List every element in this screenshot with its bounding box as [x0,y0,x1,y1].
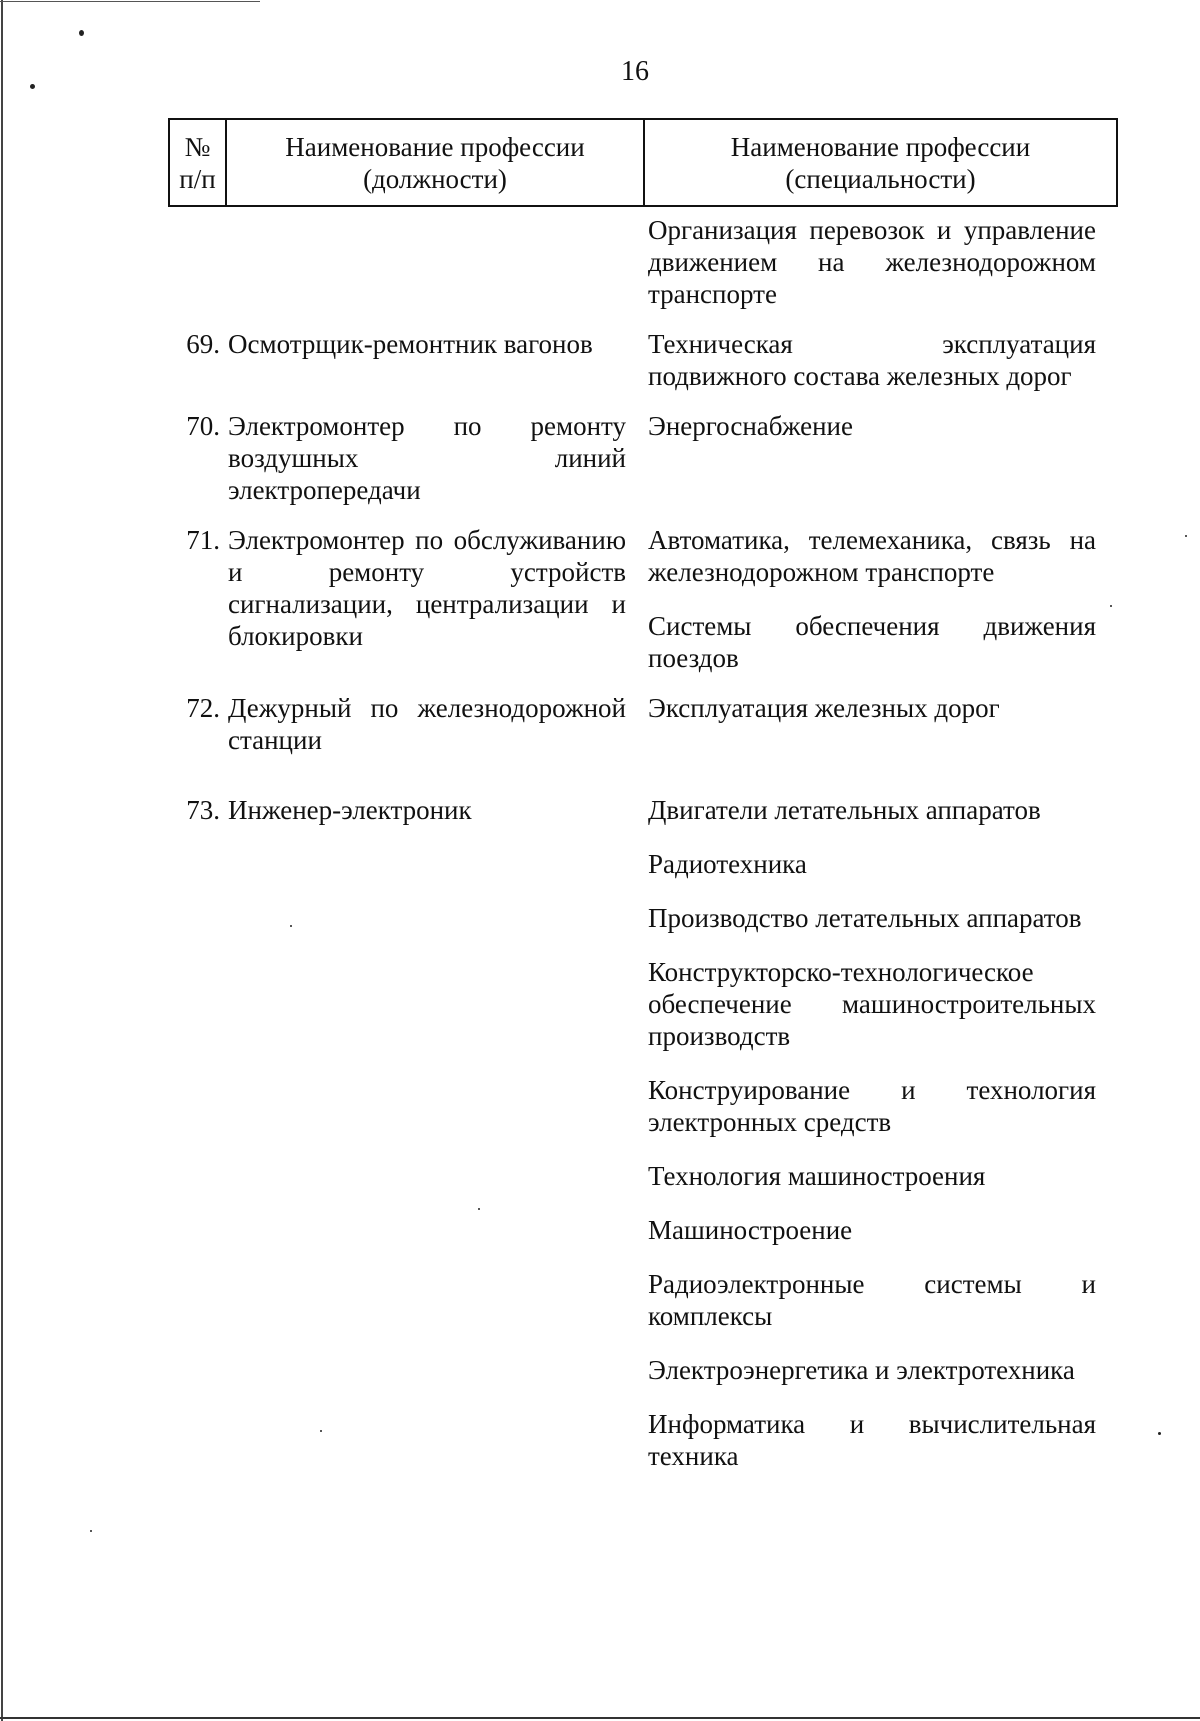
specialty-item: Двигатели летательных аппаратов [648,795,1041,825]
scan-bottom-edge [0,1717,1200,1719]
specialty-item: Электроэнергетика и электротехника [648,1355,1075,1385]
row-number [168,214,228,310]
specialty-item: Производство летательных аппаратов [648,903,1082,933]
header-specialty-column: Наименование профессии (специальности) [730,131,1031,194]
scan-speck [1110,605,1112,607]
specialty-item: Организация перевозок и управление движением на железнодорожном транспорте [648,215,1096,309]
scan-speck [79,30,84,36]
specialty-item: Конструкторско-технологическое обеспечение машиностроительных производств [648,957,1096,1051]
page-number: 16 [621,56,649,87]
table-row [168,692,1118,756]
row-position: Инженер-электроник [228,795,472,825]
specialty-item: Информатика и вычислительная техника [648,1409,1096,1471]
table-body [168,214,1118,1472]
row-specialties [648,794,1096,1472]
row-number: 69. [186,329,220,359]
row-position: Электромонтер по ремонту воздушных линий электропередачи [228,411,626,505]
row-number: 70. [186,411,220,441]
row-specialties [648,328,1096,392]
scan-speck [1158,1432,1161,1435]
table-row [168,328,1118,392]
specialty-item: Радиоэлектронные системы и комплексы [648,1269,1096,1331]
row-specialties [648,214,1096,310]
table-row [168,524,1118,674]
row-specialties [648,692,1096,756]
row-number: 71. [186,525,220,555]
scan-speck [320,1430,322,1432]
specialty-item: Радиотехника [648,849,807,879]
row-specialties [648,524,1096,674]
row-number: 72. [186,693,220,723]
scan-speck [30,84,35,89]
specialty-item: Конструирование и технология электронных средств [648,1075,1096,1137]
row-specialties [648,410,1096,506]
row-position [228,214,648,310]
header-position-column: Наименование профессии (должности) [227,120,645,205]
table-row [168,794,1118,1472]
header-number-column: № п/п [170,120,227,205]
scan-speck [478,1208,480,1210]
scan-left-edge [1,0,3,1721]
table-header [168,118,1118,207]
specialty-item: Эксплуатация железных дорог [648,693,1000,723]
scan-speck [90,1530,92,1532]
specialty-item: Техническая эксплуатация подвижного состава железных дорог [648,329,1096,391]
specialty-item: Системы обеспечения движения поездов [648,611,1096,673]
specialty-item: Технология машиностроения [648,1161,986,1191]
row-position: Дежурный по железнодорожной станции [228,693,626,755]
table-row [168,214,1118,310]
scan-speck [1185,535,1187,537]
row-number: 73. [186,795,220,825]
row-position: Электромонтер по обслуживанию и ремонту устройств сигнализации, централизации и блокировки [228,525,626,651]
specialty-item: Машиностроение [648,1215,853,1245]
specialty-item: Автоматика, телемеханика, связь на железнодорожном транспорте [648,525,1096,587]
scan-speck [290,925,292,927]
table-row [168,410,1118,506]
specialty-item: Энергоснабжение [648,411,853,441]
row-position: Осмотрщик-ремонтник вагонов [228,329,593,359]
scan-top-edge [0,1,260,2]
